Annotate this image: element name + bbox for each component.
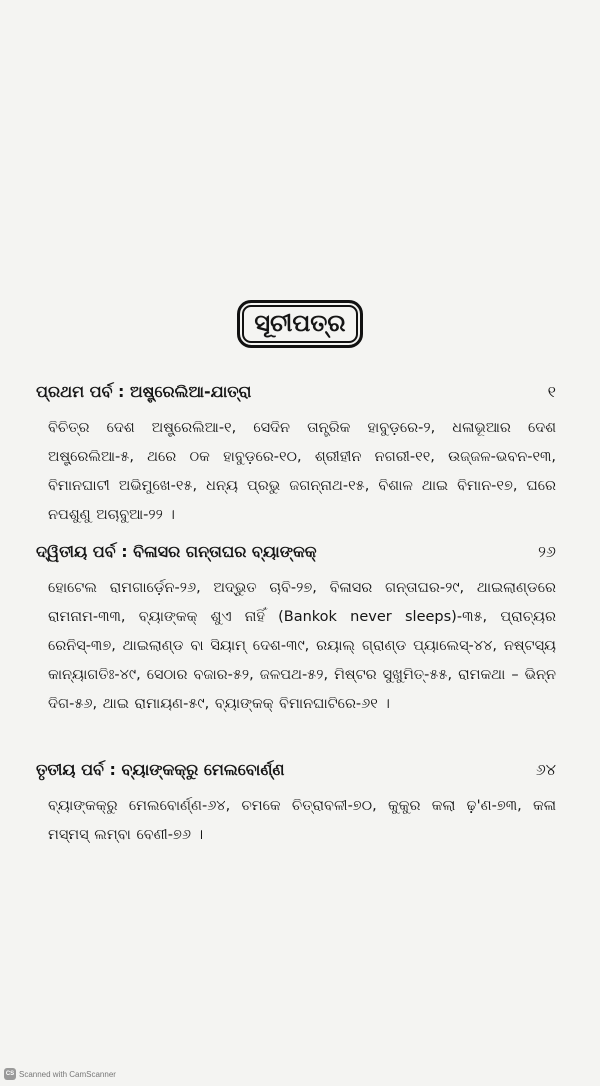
toc-section-1 — [36, 380, 556, 530]
section-heading-row — [36, 380, 556, 406]
section-heading-row — [36, 540, 556, 566]
section-entries: ହୋଟେଲ ରାମଗାର୍ଡ଼େନ-୨୬, ଅଦ୍ଭୁତ ଚାବି-୨୭, ବିଳାସର ଗନ୍ତାଘର-୨୯, ଥାଇଲାଣ୍ଡରେ ରାମନାମ-୩୩, ବ୍ୟାଙ୍କକ୍ ଶୁଏ ନାହିଁ (Bankok never sleeps)-୩୫, ପ୍ରାଚ୍ୟର ରେନିସ୍-୩୭, ଥାଇଲାଣ୍ଡ ବା ସିୟାମ୍ ଦେଶ-୩୯, ରୟାଲ୍ ଗ୍ରାଣ୍ଡ ପ୍ୟାଲେସ୍-୪୪, ନଷ୍ଟସ୍ୟ କାନ୍ୟାଗତିଃ-୪୯, ସେଠାର ବଜାର-୫୨, ଜଳପଥ-୫୨, ମିଷ୍ଟର ସୁଖୁମିତ୍-୫୫, ରାମକଥା – ଭିନ୍ନ ଦିଗ-୫୬, ଥାଇ ରାମାୟଣ-୫୯, ବ୍ୟାଙ୍କକ୍ ବିମାନଘାଟିରେ-୬୧ । — [48, 580, 556, 712]
section-page-number: ୨୬ — [537, 542, 556, 561]
section-page-number: ୬୪ — [535, 760, 556, 779]
camscanner-logo-icon: CS — [4, 1068, 16, 1080]
section-page-number: ୧ — [547, 382, 556, 401]
toc-section-2 — [36, 540, 556, 719]
page-title: ସୂଚୀପତ୍ର — [237, 300, 362, 348]
section-entries: ବ୍ୟାଙ୍କକ୍‌ରୁ ମେଲବୋର୍ଣ୍ଣ-୬୪, ଚମକେ ଚିତ୍ରାବଳୀ-୭୦, କୁକୁର କଲା ଢ଼'ଣ-୭୩, କଳା ମସ୍‌ମସ୍ ଲମ୍ବା ବେଣୀ-୭୬ । — [48, 798, 556, 843]
section-heading: ପ୍ରଥମ ପର୍ବ : ଅଷ୍ଟ୍ରେଲିଆ-ଯାତ୍ରା — [36, 382, 252, 401]
scanner-watermark-text: Scanned with CamScanner — [19, 1069, 116, 1079]
section-heading: ତୃତୀୟ ପର୍ବ : ବ୍ୟାଙ୍କକ୍‌ରୁ ମେଲବୋର୍ଣ୍ଣ — [36, 760, 285, 779]
title-area — [0, 300, 600, 348]
section-heading-row — [36, 758, 556, 784]
toc-section-3 — [36, 758, 556, 850]
scanner-watermark — [4, 1068, 116, 1080]
section-entries: ବିଚିତ୍ର ଦେଶ ଅଷ୍ଟ୍ରେଲିଆ-୧, ସେଦିନ ତାନ୍ତ୍ରିକ ହାବୁଡ଼ରେ-୨, ଧଳାଭୂଆର ଦେଶ ଅଷ୍ଟ୍ରେଲିଆ-୫, ଥରେ ଠକ ହାବୁଡ଼ରେ-୧୦, ଶ୍ରୀହୀନ ନଗରୀ-୧୧, ଉଜ୍ଜଳ-ଭବନ-୧୩, ବିମାନଘାଟୀ ଅଭିମୁଖେ-୧୫, ଧନ୍ୟ ପ୍ରଭୁ ଜଗନ୍ନାଥ-୧୫, ବିଶାଳ ଥାଇ ବିମାନ-୧୭, ଘରେ ନପଶୁଣୁ ଅଚାବୁଆ-୨୨ । — [48, 420, 556, 523]
reverse-page-showthrough-lower — [60, 845, 560, 945]
section-heading: ଦ୍ୱିତୀୟ ପର୍ବ : ବିଳାସର ଗନ୍ତାଘର ବ୍ୟାଙ୍କକ୍ — [36, 542, 317, 561]
